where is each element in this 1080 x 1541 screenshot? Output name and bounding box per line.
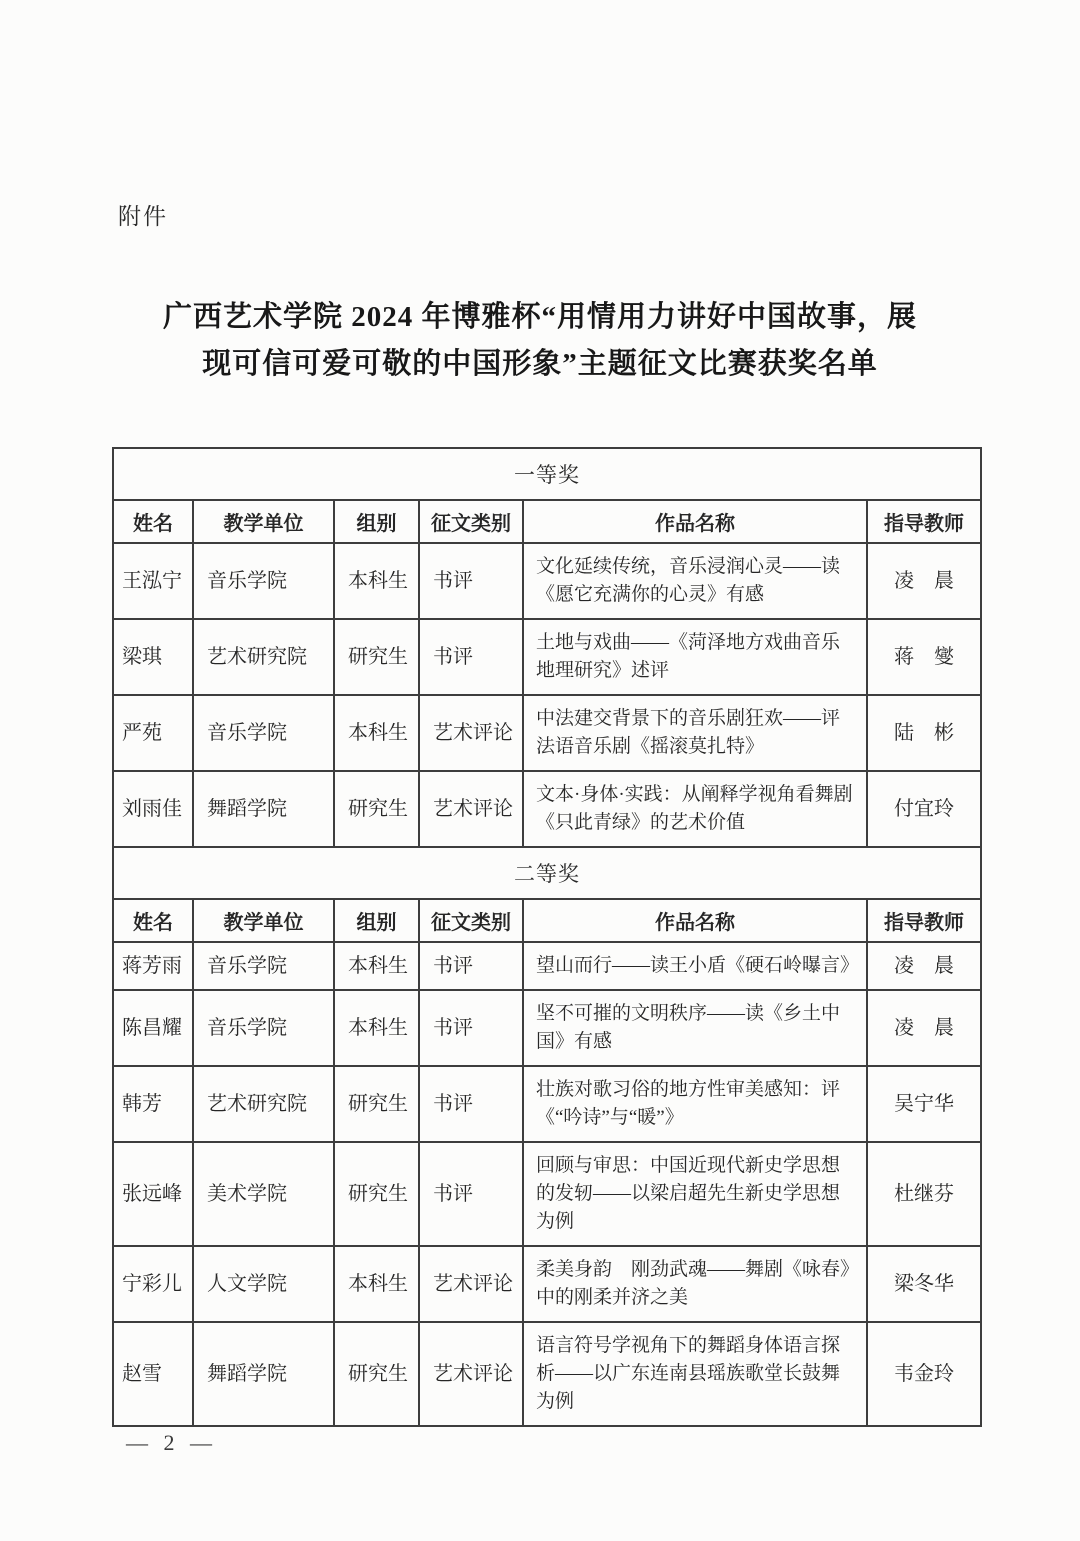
cell-name: 王泓宁 [113,543,193,619]
page-number: — 2 — [126,1430,212,1455]
cell-category: 艺术评论 [419,1246,523,1322]
awards-table [112,447,982,1427]
cell-group: 研究生 [334,1142,419,1246]
cell-unit: 美术学院 [193,1142,334,1246]
cell-group: 本科生 [334,1246,419,1322]
cell-category: 艺术评论 [419,1322,523,1426]
cell-unit: 艺术研究院 [193,619,334,695]
cell-name: 张远峰 [113,1142,193,1246]
cell-work: 文化延续传统，音乐浸润心灵——读《愿它充满你的心灵》有感 [523,543,867,619]
cell-unit: 音乐学院 [193,942,334,990]
table-row [113,1142,981,1246]
cell-work: 中法建交背景下的音乐剧狂欢——评法语音乐剧《摇滚莫扎特》 [523,695,867,771]
table-row [113,1066,981,1142]
cell-unit: 艺术研究院 [193,1066,334,1142]
cell-group: 本科生 [334,543,419,619]
cell-category: 书评 [419,1066,523,1142]
document-title [0,294,1080,388]
attachment-label: 附件 [118,204,168,229]
table-row [113,1322,981,1426]
cell-teacher: 杜继芬 [867,1142,981,1246]
cell-teacher: 韦金玲 [867,1322,981,1426]
cell-unit: 音乐学院 [193,543,334,619]
cell-work: 语言符号学视角下的舞蹈身体语言探析——以广东连南县瑶族歌堂长鼓舞为例 [523,1322,867,1426]
cell-work: 坚不可摧的文明秩序——读《乡土中国》有感 [523,990,867,1066]
cell-group: 研究生 [334,1322,419,1426]
cell-teacher: 吴宁华 [867,1066,981,1142]
cell-name: 陈昌耀 [113,990,193,1066]
cell-category: 书评 [419,543,523,619]
col-header-group: 组别 [334,899,419,942]
cell-name: 蒋芳雨 [113,942,193,990]
cell-group: 本科生 [334,942,419,990]
cell-unit: 音乐学院 [193,695,334,771]
section-header-row-second-prize [113,847,981,899]
cell-unit: 人文学院 [193,1246,334,1322]
cell-teacher: 蒋 燮 [867,619,981,695]
col-header-category: 征文类别 [419,899,523,942]
table-row [113,942,981,990]
cell-category: 书评 [419,942,523,990]
cell-category: 艺术评论 [419,695,523,771]
first-prize-label: 一等奖 [113,448,981,500]
cell-name: 刘雨佳 [113,771,193,847]
cell-group: 研究生 [334,619,419,695]
title-line-2: 现可信可爱可敬的中国形象”主题征文比赛获奖名单 [202,348,878,380]
cell-unit: 舞蹈学院 [193,1322,334,1426]
cell-group: 本科生 [334,990,419,1066]
col-header-name: 姓名 [113,899,193,942]
cell-teacher: 凌 晨 [867,942,981,990]
cell-group: 研究生 [334,1066,419,1142]
cell-group: 研究生 [334,771,419,847]
col-header-group: 组别 [334,500,419,543]
cell-work: 回顾与审思：中国近现代新史学思想的发轫——以梁启超先生新史学思想为例 [523,1142,867,1246]
table-row [113,771,981,847]
col-header-unit: 教学单位 [193,899,334,942]
cell-teacher: 凌 晨 [867,990,981,1066]
col-header-teacher: 指导教师 [867,899,981,942]
col-header-category: 征文类别 [419,500,523,543]
table-row [113,990,981,1066]
cell-name: 梁琪 [113,619,193,695]
cell-name: 韩芳 [113,1066,193,1142]
cell-category: 书评 [419,1142,523,1246]
cell-group: 本科生 [334,695,419,771]
cell-unit: 舞蹈学院 [193,771,334,847]
cell-work: 望山而行——读王小盾《硬石岭曝言》 [523,942,867,990]
title-line-1: 广西艺术学院 2024 年博雅杯“用情用力讲好中国故事，展 [162,301,917,333]
cell-unit: 音乐学院 [193,990,334,1066]
cell-teacher: 梁冬华 [867,1246,981,1322]
col-header-work: 作品名称 [523,899,867,942]
cell-name: 严苑 [113,695,193,771]
col-header-teacher: 指导教师 [867,500,981,543]
col-header-unit: 教学单位 [193,500,334,543]
col-header-name: 姓名 [113,500,193,543]
table-row [113,619,981,695]
column-header-row [113,899,981,942]
column-header-row [113,500,981,543]
cell-work: 柔美身韵 刚劲武魂——舞剧《咏春》中的刚柔并济之美 [523,1246,867,1322]
section-header-row-first-prize [113,448,981,500]
table-row [113,543,981,619]
table-row [113,1246,981,1322]
col-header-work: 作品名称 [523,500,867,543]
cell-name: 赵雪 [113,1322,193,1426]
cell-teacher: 付宜玲 [867,771,981,847]
cell-teacher: 凌 晨 [867,543,981,619]
cell-work: 土地与戏曲——《菏泽地方戏曲音乐地理研究》述评 [523,619,867,695]
table-row [113,695,981,771]
cell-category: 书评 [419,990,523,1066]
cell-work: 壮族对歌习俗的地方性审美感知：评《“吟诗”与“暖”》 [523,1066,867,1142]
cell-category: 艺术评论 [419,771,523,847]
cell-category: 书评 [419,619,523,695]
cell-name: 宁彩儿 [113,1246,193,1322]
second-prize-label: 二等奖 [113,847,981,899]
cell-work: 文本·身体·实践：从阐释学视角看舞剧《只此青绿》的艺术价值 [523,771,867,847]
cell-teacher: 陆 彬 [867,695,981,771]
